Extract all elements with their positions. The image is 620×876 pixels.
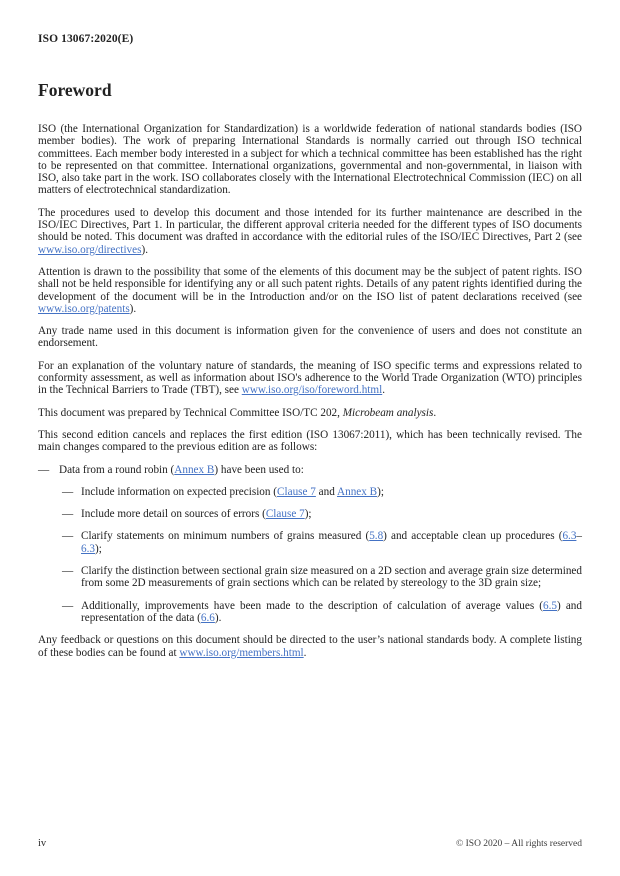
list-dash: —	[62, 565, 74, 578]
text-run: Additionally, improvements have been made to the description of calculation of average values (	[81, 599, 544, 612]
document-content	[38, 123, 582, 669]
text-run: Attention is drawn to the possibility that some of the elements of this document may be the subject of patent rights. ISO shall not be held responsible for identifying any or all such patent rights. Details of any patent rights identified during the development of the document will be in the Introduction and/or on the ISO list of patent declarations received (see	[38, 265, 582, 303]
paragraph	[38, 360, 582, 397]
text-run: This second edition cancels and replaces the first edition (ISO 13067:2011), which has been technically revised. The main changes compared to the previous edition are as follows:	[38, 428, 582, 454]
hyperlink[interactable]: 6.6	[200, 611, 215, 624]
list-dash: —	[38, 463, 50, 476]
text-run: .	[303, 646, 307, 659]
document-footer	[38, 838, 582, 849]
hyperlink[interactable]: www.iso.org/patents	[38, 302, 130, 315]
paragraph	[38, 266, 582, 315]
hyperlink[interactable]: 5.8	[369, 530, 384, 543]
paragraph	[38, 123, 582, 197]
page-number: iv	[38, 838, 47, 849]
hyperlink[interactable]: www.iso.org/members.html	[179, 646, 304, 659]
text-run: ) and acceptable clean up procedures (	[383, 530, 563, 543]
list-dash: —	[62, 508, 74, 521]
hyperlink[interactable]: www.iso.org/directives	[38, 243, 142, 256]
list-item-text	[81, 600, 582, 625]
paragraph	[38, 407, 582, 419]
text-run: ) have been used to:	[214, 463, 304, 476]
text-run: );	[94, 542, 102, 555]
paragraph	[38, 325, 582, 350]
text-run: –	[576, 530, 583, 543]
list-item	[38, 600, 582, 625]
text-run: ).	[141, 243, 148, 256]
page-title: Foreword	[38, 80, 112, 100]
copyright-notice: © ISO 2020 – All rights reserved	[456, 839, 582, 849]
list-item-text	[59, 464, 582, 476]
hyperlink[interactable]: Annex B	[337, 485, 378, 498]
text-run: Clarify the distinction between sectional grain size measured on a 2D section and average grain size determined from some 2D measurements of grain sections which can be related by stereology to the 3D grain size;	[81, 565, 582, 590]
text-run: For an explanation of the voluntary nature of standards, the meaning of ISO specific terms and expressions related to conformity assessment, as well as information about ISO's adherence to the World Trade Organization (WTO) principles in the Technical Barriers to Trade (TBT), see	[38, 359, 582, 397]
list-item	[38, 464, 582, 476]
text-run: Any trade name used in this document is information given for the convenience of users and does not constitute an endorsement.	[38, 325, 582, 350]
list-dash: —	[62, 599, 74, 612]
text-run: The procedures used to develop this document and those intended for its further maintenance are described in the ISO/IEC Directives, Part 1. In particular, the different approval criteria needed for the different types of ISO documents should be noted. This document was drafted in accordance with the editorial rules of the ISO/IEC Directives, Part 2 (see	[38, 206, 582, 244]
list-dash: —	[62, 485, 74, 498]
list-item	[38, 486, 582, 498]
list-item-text	[81, 508, 582, 520]
text-run: and	[315, 485, 338, 498]
text-run: Any feedback or questions on this document should be directed to the user’s national standards body. A complete listing of these bodies can be found at	[38, 634, 582, 659]
paragraph	[38, 429, 582, 454]
text-run: );	[377, 485, 384, 498]
list-item	[38, 530, 582, 555]
hyperlink[interactable]: Clause 7	[265, 508, 305, 521]
paragraph	[38, 634, 582, 659]
text-run: ISO (the International Organization for Standardization) is a worldwide federation of national standards bodies (ISO member bodies). The work of preparing International Standards is normally carried out through ISO technical committees. Each member body interested in a subject for which a technical committee has been established has the right to be represented on that committee. International organizations, governmental and non-governmental, in liaison with ISO, also take part in the work. ISO collaborates closely with the International Electrotechnical Commission (IEC) on all matters of electrotechnical standardization.	[38, 123, 582, 197]
text-run: Include more detail on sources of errors (	[81, 508, 266, 521]
text-run: .	[433, 406, 437, 419]
text-run: .	[382, 384, 386, 397]
list-dash: —	[62, 530, 74, 543]
hyperlink[interactable]: 6.3	[81, 542, 95, 555]
text-run: ).	[214, 611, 222, 624]
text-run: This document was prepared by Technical Committee ISO/TC 202,	[38, 406, 343, 419]
text-run: Clarify statements on minimum numbers of grains measured (	[81, 530, 370, 543]
list-item	[38, 565, 582, 590]
hyperlink[interactable]: 6.5	[543, 599, 558, 612]
list-item-text	[81, 530, 582, 555]
hyperlink[interactable]: 6.3	[562, 530, 577, 543]
list-item	[38, 508, 582, 520]
hyperlink[interactable]: www.iso.org/iso/foreword.html	[241, 384, 383, 397]
text-run: ).	[129, 302, 137, 315]
paragraph	[38, 207, 582, 256]
text-run: );	[304, 508, 312, 521]
document-reference: ISO 13067:2020(E)	[38, 33, 134, 45]
text-run: ) and representation of the data (	[81, 599, 582, 624]
list-item-text	[81, 486, 582, 498]
text-run: Include information on expected precision (	[81, 485, 278, 498]
italic-text: Microbeam analysis	[342, 406, 434, 419]
hyperlink[interactable]: Clause 7	[277, 485, 316, 498]
list-item-text	[81, 565, 582, 590]
hyperlink[interactable]: Annex B	[174, 463, 215, 476]
text-run: Data from a round robin (	[59, 463, 175, 476]
